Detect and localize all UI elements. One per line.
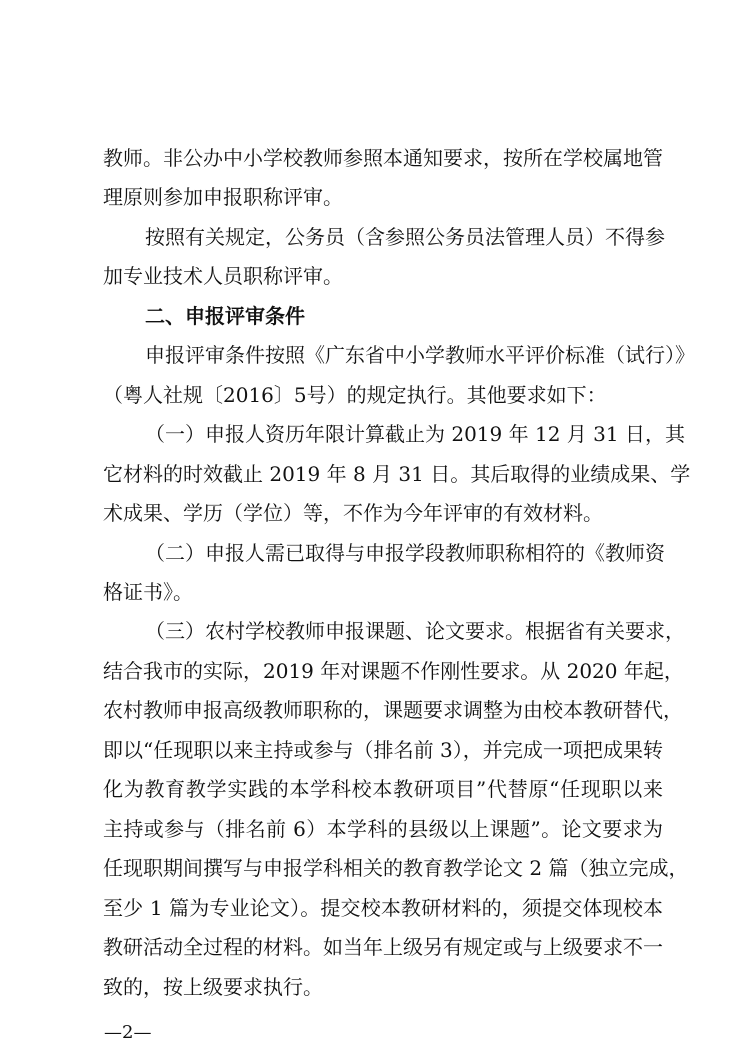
paragraph-line: 按照有关规定，公务员（含参照公务员法管理人员）不得参	[145, 225, 665, 249]
paragraph-line: 加专业技术人员职称评审。	[103, 264, 343, 288]
paragraph-line: 主持或参与（排名前 6）本学科的县级以上课题”。论文要求为	[103, 817, 663, 841]
paragraph-line: 申报评审条件按照《广东省中小学教师水平评价标准（试行）》	[145, 343, 695, 367]
paragraph-line: 任现职期间撰写与申报学科相关的教育教学论文 2 篇（独立完成，	[103, 856, 689, 880]
page-number: —2—	[104, 1022, 152, 1043]
paragraph-line: （二）申报人需已取得与申报学段教师职称相符的《教师资	[145, 541, 665, 565]
paragraph-line: 理原则参加申报职称评审。	[103, 185, 343, 209]
section-heading: 二、申报评审条件	[145, 304, 305, 328]
paragraph-line: 化为教育教学实践的本学科校本教研项目”代替原“任现职以来	[103, 777, 663, 801]
paragraph-line: 致的，按上级要求执行。	[103, 975, 323, 999]
paragraph-line: 结合我市的实际，2019 年对课题不作刚性要求。从 2020 年起，	[103, 659, 684, 683]
paragraph-line: 教师。非公办中小学校教师参照本通知要求，按所在学校属地管	[103, 146, 663, 170]
paragraph-line: 教研活动全过程的材料。如当年上级另有规定或与上级要求不一	[103, 935, 663, 959]
paragraph-line: 至少 1 篇为专业论文）。提交校本教研材料的，须提交体现校本	[103, 896, 663, 920]
paragraph-line: （一）申报人资历年限计算截止为 2019 年 12 月 31 日，其	[145, 422, 685, 446]
paragraph-line: 它材料的时效截止 2019 年 8 月 31 日。其后取得的业绩成果、学	[103, 462, 691, 486]
paragraph-line: 格证书》。	[103, 580, 193, 604]
paragraph-line: 即以“任现职以来主持或参与（排名前 3），并完成一项把成果转	[103, 738, 663, 762]
paragraph-line: （粤人社规〔2016〕5号）的规定执行。其他要求如下：	[103, 383, 607, 407]
paragraph-line: （三）农村学校教师申报课题、论文要求。根据省有关要求，	[145, 619, 685, 643]
paragraph-line: 农村教师申报高级教师职称的，课题要求调整为由校本教研替代，	[103, 698, 683, 722]
paragraph-line: 术成果、学历（学位）等，不作为今年评审的有效材料。	[103, 501, 603, 525]
